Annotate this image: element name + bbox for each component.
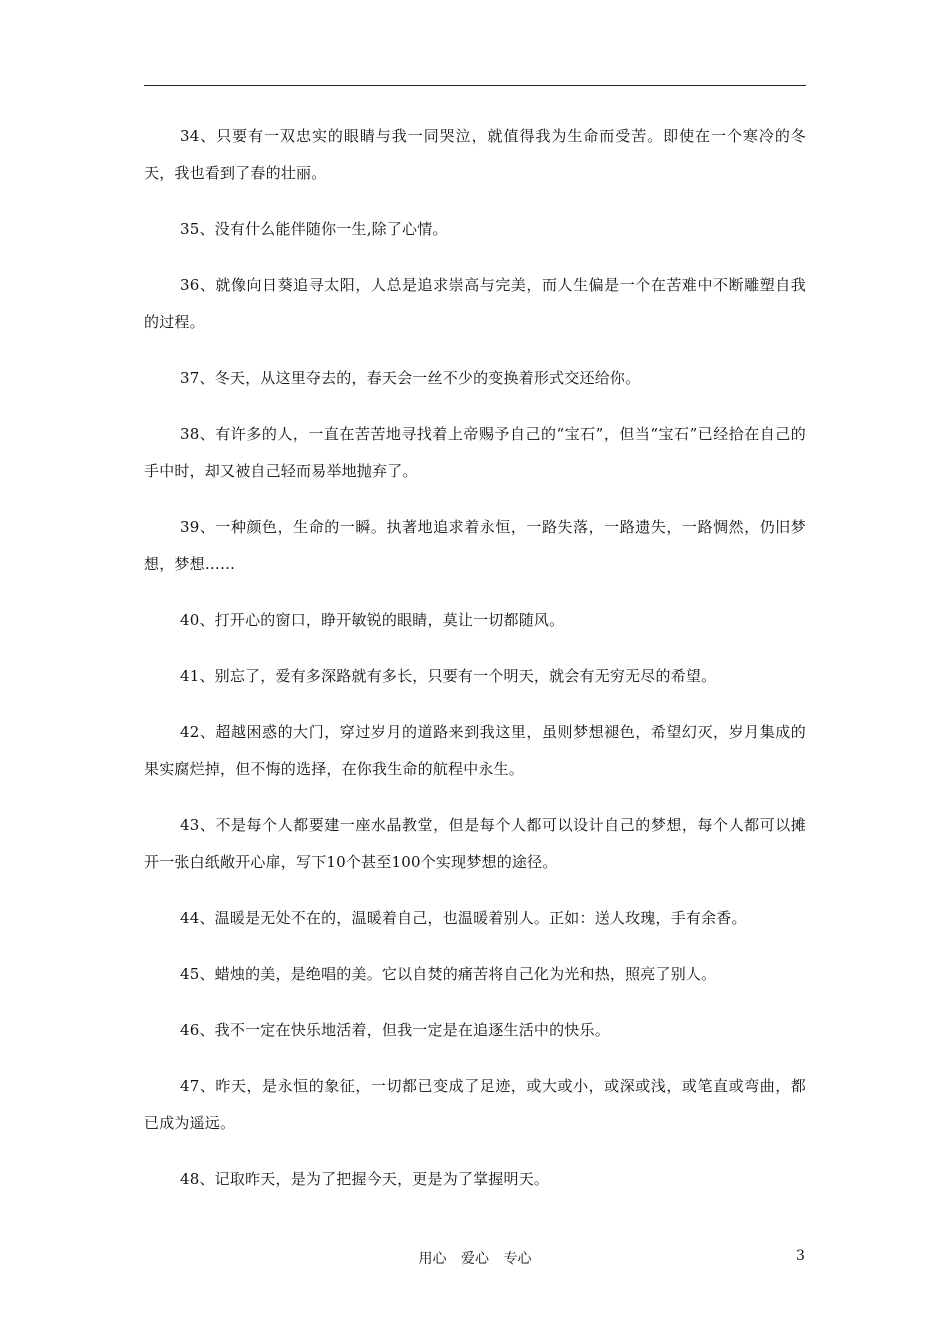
paragraph-48: 48、记取昨天，是为了把握今天，更是为了掌握明天。 bbox=[180, 1170, 550, 1188]
paragraph-46: 46、我不一定在快乐地活着，但我一定是在追逐生活中的快乐。 bbox=[180, 1021, 610, 1039]
paragraph-36: 36、就像向日葵追寻太阳，人总是追求崇高与完美，而人生偏是一个在苦难中不断雕塑自我的过程。 bbox=[144, 276, 806, 331]
paragraph-41: 41、别忘了，爱有多深路就有多长，只要有一个明天，就会有无穷无尽的希望。 bbox=[180, 667, 717, 685]
paragraph-43: 43、不是每个人都要建一座水晶教堂，但是每个人都可以设计自己的梦想，每个人都可以摊开一张白纸敞开心扉，写下10个甚至100个实现梦想的途径。 bbox=[144, 816, 806, 871]
paragraph-40: 40、打开心的窗口，睁开敏锐的眼睛，莫让一切都随风。 bbox=[180, 611, 565, 629]
paragraph-34: 34、只要有一双忠实的眼睛与我一同哭泣，就值得我为生命而受苦。即使在一个寒冷的冬天，我也看到了春的壮丽。 bbox=[144, 127, 806, 182]
paragraph-45: 45、蜡烛的美，是绝唱的美。它以自焚的痛苦将自己化为光和热，照亮了别人。 bbox=[180, 965, 717, 983]
paragraph-37: 37、冬天，从这里夺去的，春天会一丝不少的变换着形式交还给你。 bbox=[180, 369, 641, 387]
page-number: 3 bbox=[796, 1248, 805, 1264]
paragraph-39: 39、一种颜色，生命的一瞬。执著地追求着永恒，一路失落，一路遗失，一路惆然，仍旧梦想，梦想…… bbox=[144, 518, 806, 573]
document-body bbox=[144, 118, 806, 1217]
footer-motto: 用心 爱心 专心 bbox=[418, 1251, 532, 1267]
paragraph-47: 47、昨天，是永恒的象征，一切都已变成了足迹，或大或小，或深或浅，或笔直或弯曲，都已成为遥远。 bbox=[144, 1077, 806, 1132]
header-rule bbox=[144, 85, 806, 86]
paragraph-42: 42、超越困惑的大门，穿过岁月的道路来到我这里，虽则梦想褪色，希望幻灭，岁月集成的果实腐烂掉，但不悔的选择，在你我生命的航程中永生。 bbox=[144, 723, 806, 778]
paragraph-38: 38、有许多的人，一直在苦苦地寻找着上帝赐予自己的“宝石”，但当“宝石”已经拾在自己的手中时，却又被自己轻而易举地抛弃了。 bbox=[144, 425, 806, 480]
paragraph-35: 35、没有什么能伴随你一生,除了心情。 bbox=[180, 220, 448, 238]
paragraph-44: 44、温暖是无处不在的，温暖着自己，也温暖着别人。正如：送人玫瑰，手有余香。 bbox=[180, 909, 747, 927]
